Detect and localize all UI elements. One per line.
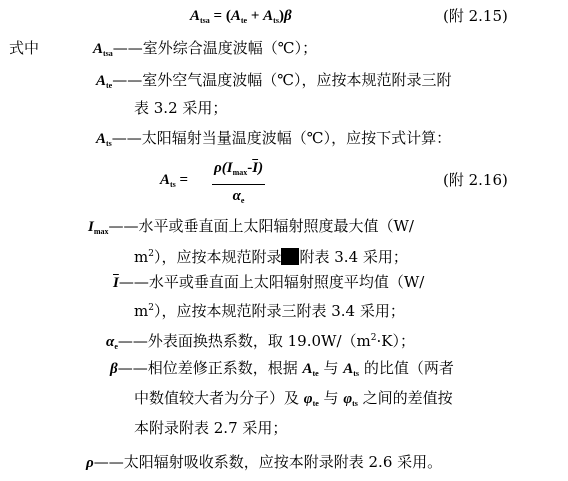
text: 附表 3.4 采用； <box>299 248 408 266</box>
definition-text: ——水平或垂直面上太阳辐射照度平均值（W/ <box>118 273 425 291</box>
definition-a-ts <box>96 128 451 154</box>
equation-number-2-15: (附 2.15) <box>443 7 508 25</box>
symbol: φ <box>303 391 313 407</box>
operator: ) <box>258 160 264 176</box>
definition-alpha-e <box>106 328 415 357</box>
subscript: e <box>240 196 245 205</box>
definition-text: ·K）； <box>376 332 415 350</box>
definition-text: ——室外空气温度波幅（℃），应按本规范附录三附 <box>112 71 452 89</box>
text: m <box>134 248 149 266</box>
symbol: $\overline{I}$ <box>113 275 119 291</box>
operator: ) <box>278 8 284 24</box>
symbol: β <box>110 361 118 377</box>
symbol: α <box>232 188 241 204</box>
equation-number-2-16: (附 2.16) <box>443 171 508 189</box>
subscript: tsa <box>103 49 113 58</box>
text: ），应按本规范附录三附表 3.4 采用； <box>153 302 405 320</box>
fraction-numerator <box>212 158 265 185</box>
text: ），应按本规范附录 <box>153 248 282 266</box>
definition-i-bar <box>113 272 424 293</box>
definition-beta-line2 <box>134 388 453 414</box>
symbol: I <box>88 219 94 235</box>
symbol: β <box>283 8 292 24</box>
numerator-rho: ρ(I <box>214 160 233 176</box>
definition-text: ——外表面换热系数，取 19.0W/（m <box>117 332 371 350</box>
subscript: ts <box>106 139 112 148</box>
symbol: φ <box>343 391 353 407</box>
symbol: A <box>263 8 274 24</box>
subscript: ts <box>170 180 176 189</box>
symbol: A <box>190 8 201 24</box>
subscript: te <box>312 399 319 408</box>
where-label: 式中 <box>9 39 40 57</box>
operator: = <box>175 172 189 188</box>
symbol: A <box>302 361 313 377</box>
definition-i-max-cont <box>134 244 408 267</box>
subscript: e <box>114 342 118 351</box>
fraction-denominator <box>212 185 265 211</box>
text: 之间的差值按 <box>357 389 453 407</box>
definition-text: ——相位差修正系数，根据 <box>117 359 303 377</box>
subscript: te <box>312 369 319 378</box>
definition-text: ——室外综合温度波幅（℃）； <box>112 39 318 57</box>
subscript: ts <box>352 399 358 408</box>
definition-a-tsa <box>93 38 317 64</box>
symbol: A <box>93 41 104 57</box>
subscript: ts <box>273 16 279 25</box>
subscript: te <box>106 81 113 90</box>
subscript: te <box>240 16 248 25</box>
definition-a-te <box>96 70 452 96</box>
symbol: A <box>160 172 171 188</box>
operator: + <box>247 8 264 24</box>
definition-text: ——太阳辐射吸收系数，应按本附录附表 2.6 采用。 <box>93 453 443 471</box>
text: 中数值较大者为分子）及 <box>134 389 304 407</box>
equation-2-15 <box>190 6 292 31</box>
equation-2-16-fraction <box>212 158 265 211</box>
subscript: tsa <box>200 16 210 25</box>
symbol: A <box>96 73 107 89</box>
definition-beta-line3: 本附录附表 2.7 采用； <box>134 419 288 437</box>
subscript: max <box>232 168 248 177</box>
text: 与 <box>318 389 344 407</box>
definition-rho <box>86 452 442 473</box>
superscript: 2 <box>148 249 154 259</box>
equation-2-16-lhs <box>160 170 188 195</box>
symbol: ρ <box>86 455 94 471</box>
definition-i-max <box>88 216 414 242</box>
symbol: α <box>106 334 115 350</box>
i-bar-symbol: $\overline{I}$ <box>252 160 259 176</box>
redaction-block <box>281 248 299 265</box>
operator: - <box>247 160 253 176</box>
definition-text: ——水平或垂直面上太阳辐射照度最大值（W/ <box>108 217 414 235</box>
symbol: A <box>343 361 354 377</box>
superscript: 2 <box>148 303 154 313</box>
superscript: 2 <box>370 333 377 343</box>
definition-i-bar-cont <box>134 298 405 321</box>
symbol: A <box>96 131 107 147</box>
operator: = ( <box>209 8 231 24</box>
definition-beta <box>110 358 454 384</box>
subscript: max <box>93 227 109 236</box>
text: 与 <box>318 359 344 377</box>
definition-text: 的比值（两者 <box>359 359 454 377</box>
definition-text: ——太阳辐射当量温度波幅（℃），应按下式计算： <box>111 129 452 147</box>
symbol: A <box>230 8 241 24</box>
subscript: ts <box>353 369 360 378</box>
definition-a-te-cont: 表 3.2 采用； <box>134 99 228 117</box>
text: m <box>134 302 149 320</box>
